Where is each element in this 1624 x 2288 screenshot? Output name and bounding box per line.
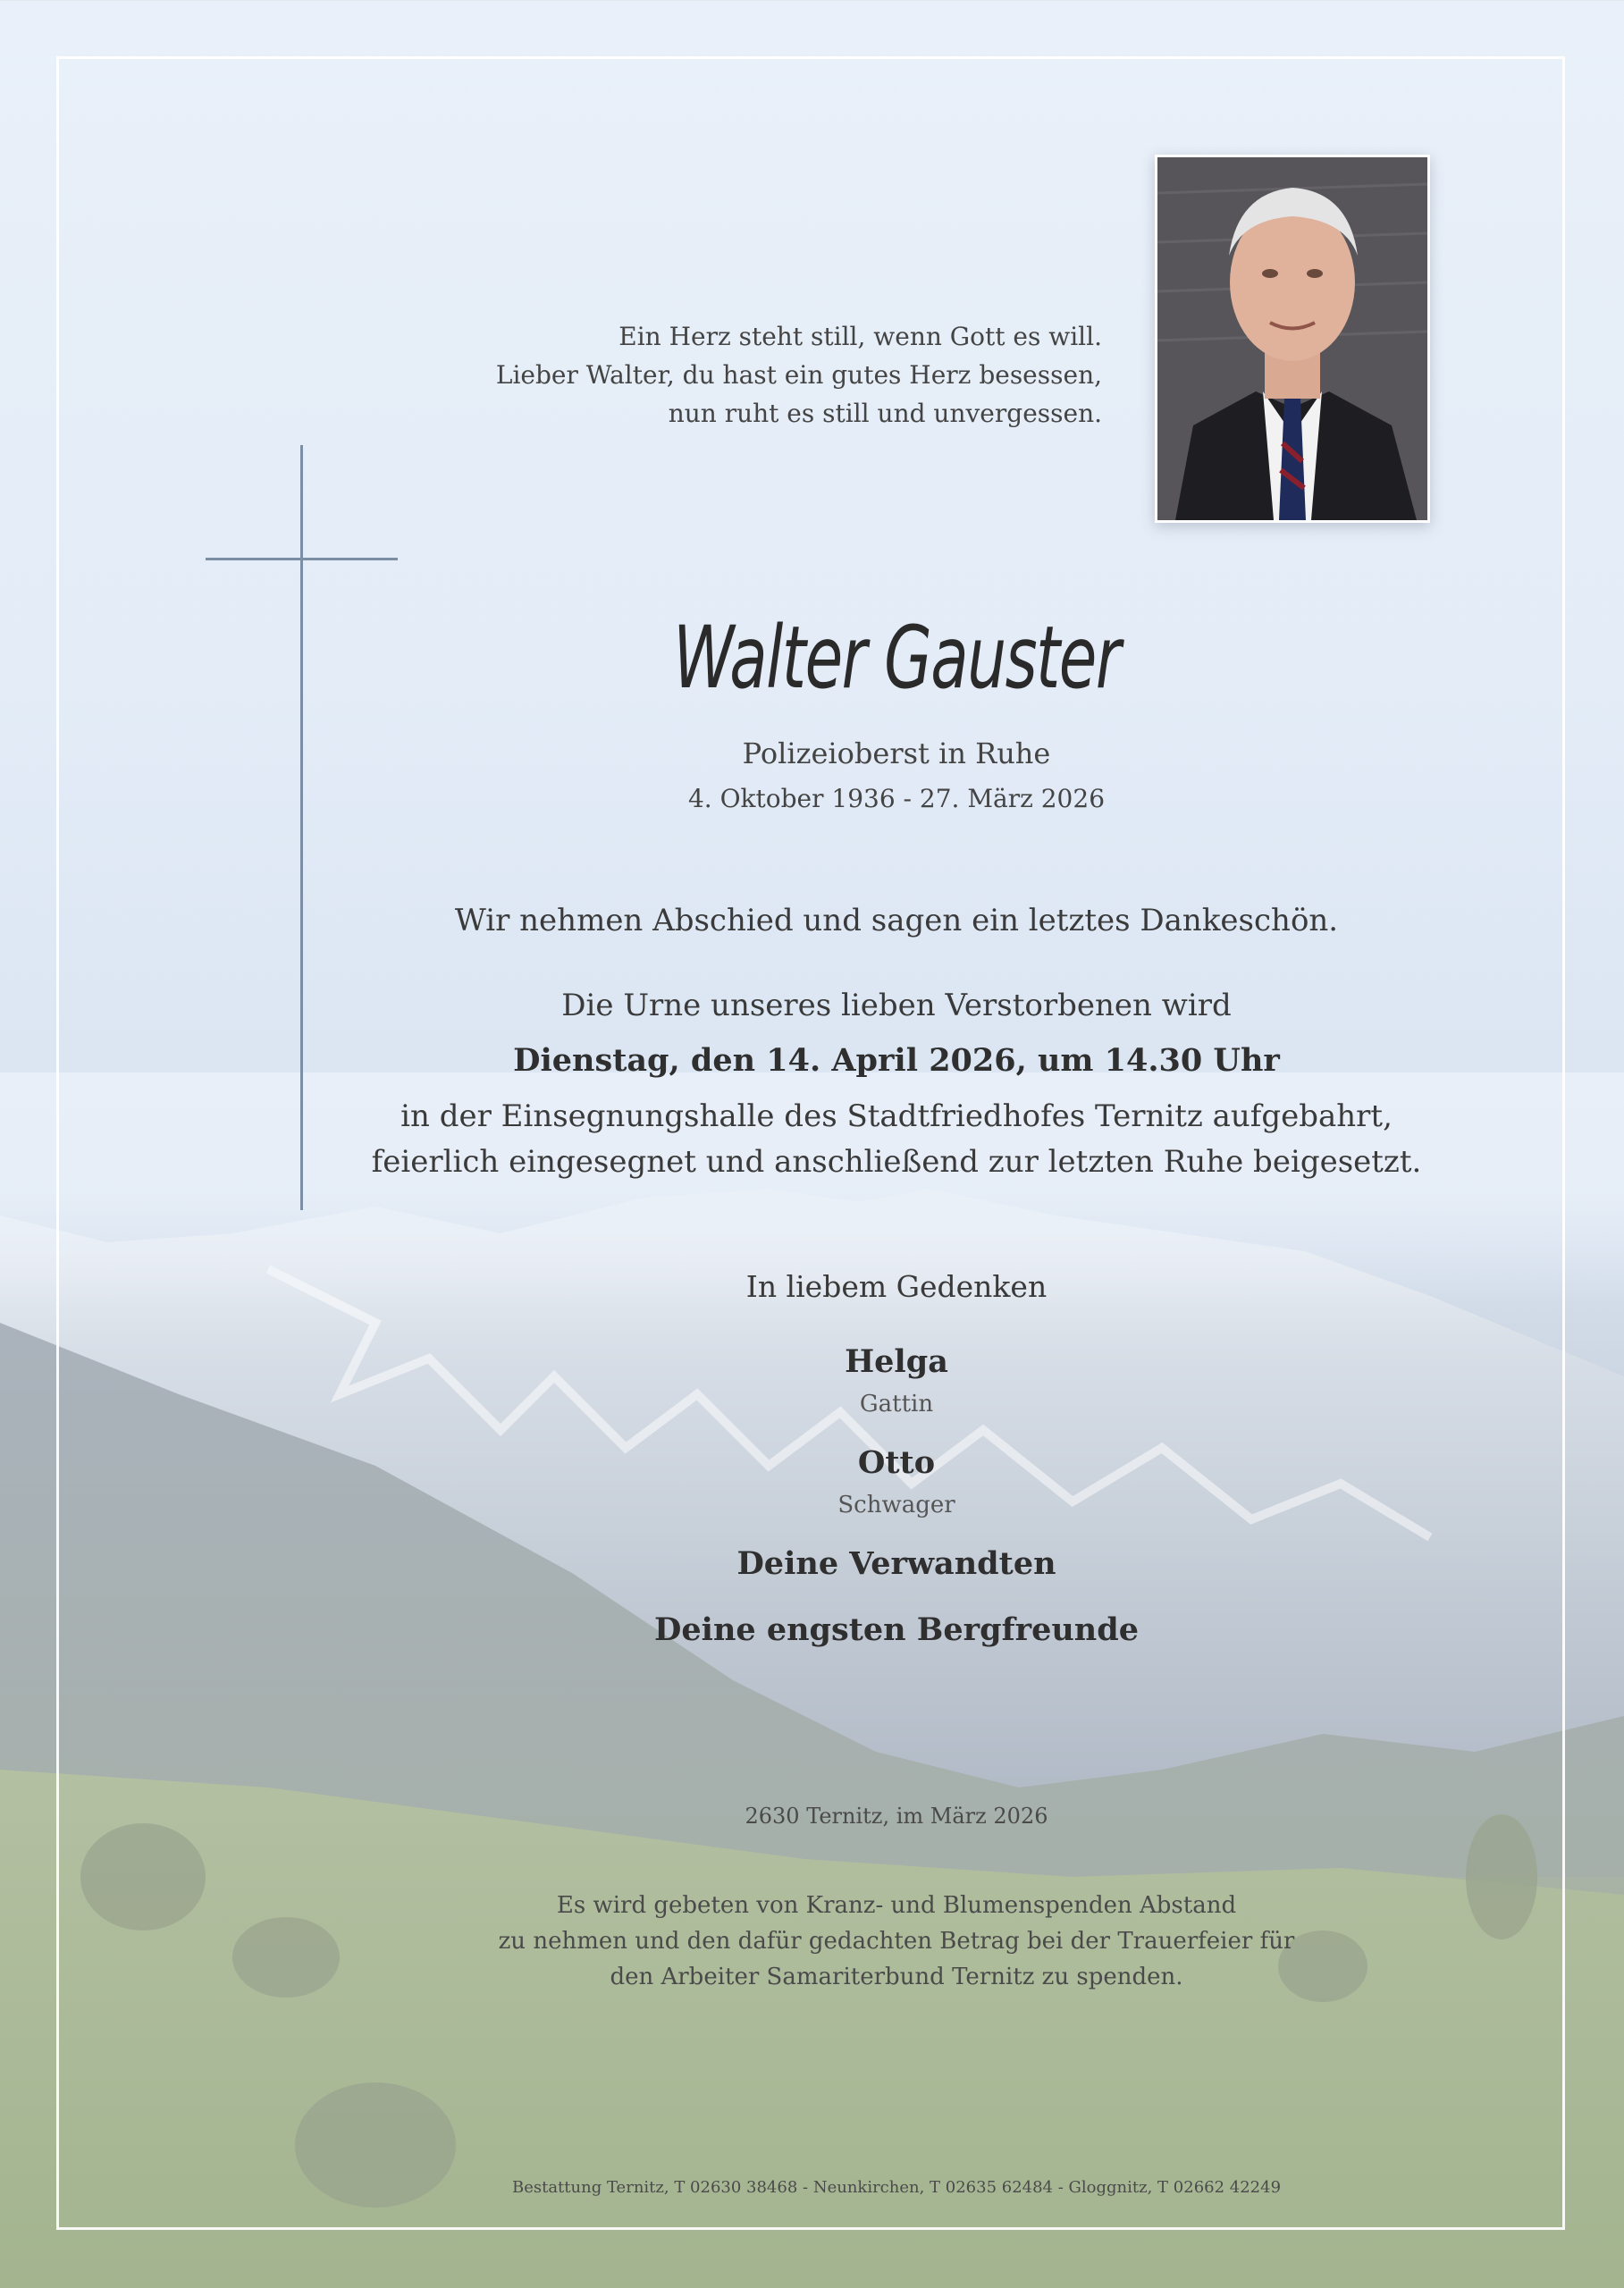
quote-line: Lieber Walter, du hast ein gutes Herz besessen,	[495, 360, 1102, 390]
mourner-name: Helga	[845, 1343, 948, 1380]
ceremony-line: feierlich eingesegnet und anschließend zur letzten Ruhe beigesetzt.	[371, 1144, 1422, 1180]
funeral-home-contacts: Bestattung Ternitz, T 02630 38468 - Neunkirchen, T 02635 62484 - Gloggnitz, T 02662 42249	[511, 2178, 1282, 2197]
mourner-name: Otto	[857, 1444, 936, 1481]
place-date: 2630 Ternitz, im März 2026	[745, 1804, 1048, 1829]
donation-note	[0, 1888, 1624, 1995]
deceased-title: Polizeioberst in Ruhe	[742, 736, 1051, 770]
mourner-group: Deine Verwandten	[736, 1545, 1056, 1582]
mourner-relation: Gattin	[859, 1391, 934, 1417]
mourners-heading: In liebem Gedenken	[745, 1269, 1048, 1304]
mourner-group: Deine engsten Bergfreunde	[654, 1611, 1139, 1648]
ceremony-date: Dienstag, den 14. April 2026, um 14.30 Uhr	[513, 1042, 1280, 1079]
cross-symbol-horizontal	[206, 558, 398, 560]
mourner-relation: Schwager	[837, 1492, 955, 1518]
quote-line: Ein Herz steht still, wenn Gott es will.	[618, 322, 1102, 351]
life-dates: 4. Oktober 1936 - 27. März 2026	[687, 784, 1106, 813]
portrait-photo	[1155, 155, 1430, 523]
farewell-text: Wir nehmen Abschied und sagen ein letztes Dankeschön.	[454, 903, 1339, 938]
note-line: Es wird gebeten von Kranz- und Blumenspenden Abstand	[556, 1892, 1237, 1919]
memorial-quote	[476, 317, 1102, 433]
quote-line: nun ruht es still und unvergessen.	[668, 399, 1102, 428]
ceremony-line: Die Urne unseres lieben Verstorbenen wird	[561, 988, 1232, 1023]
ceremony-line: in der Einsegnungshalle des Stadtfriedhofes Ternitz aufgebahrt,	[400, 1098, 1393, 1134]
deceased-name: Walter Gauster	[673, 608, 1120, 708]
note-line: den Arbeiter Samariterbund Ternitz zu spenden.	[610, 1964, 1183, 1990]
note-line: zu nehmen und den dafür gedachten Betrag bei der Trauerfeier für	[498, 1928, 1295, 1955]
